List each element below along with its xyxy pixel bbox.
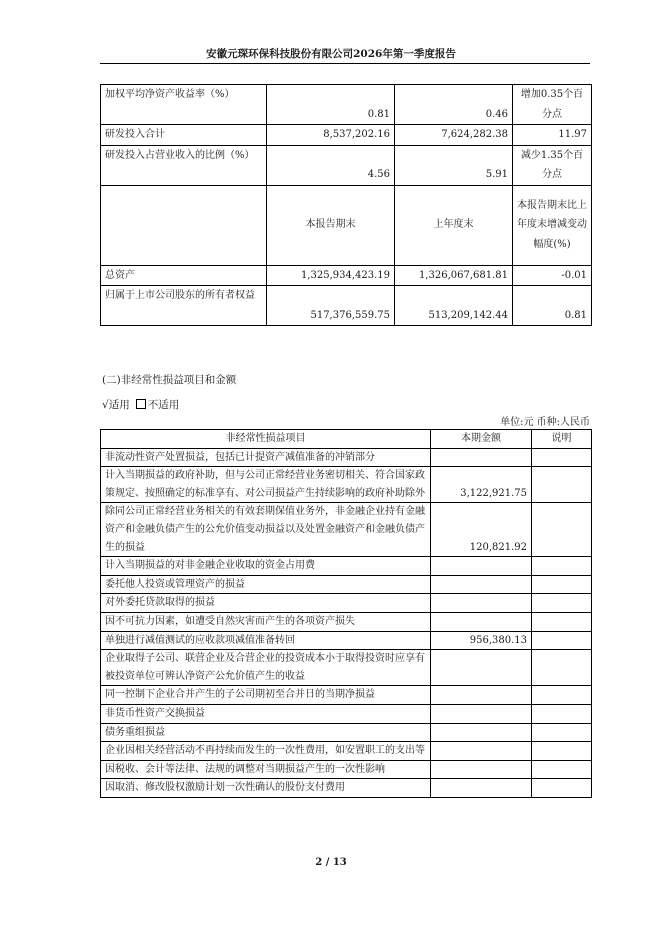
amount-value bbox=[431, 612, 532, 631]
item-label: 除同公司正常经营业务相关的有效套期保值业务外，非金融企业持有金融资产和金融负债产生的公允价值变动损益以及处置金融资产和金融负债产生的损益 bbox=[101, 503, 431, 557]
amount-value bbox=[431, 650, 532, 686]
previous-value: 1,326,067,681.81 bbox=[395, 265, 513, 286]
note-value bbox=[532, 467, 592, 503]
previous-value: 7,624,282.38 bbox=[395, 125, 513, 146]
current-value: 0.81 bbox=[267, 85, 395, 125]
previous-value: 0.46 bbox=[395, 85, 513, 125]
row-label: 总资产 bbox=[101, 265, 267, 286]
current-value: 1,325,934,423.19 bbox=[267, 265, 395, 286]
change-value: 0.81 bbox=[513, 286, 592, 326]
note-header: 说明 bbox=[532, 430, 592, 449]
current-value: 8,537,202.16 bbox=[267, 125, 395, 146]
note-value bbox=[532, 742, 592, 761]
note-value bbox=[532, 723, 592, 742]
amount-value bbox=[431, 575, 532, 594]
table-header-row bbox=[101, 430, 592, 449]
amount-header: 本期金额 bbox=[431, 430, 532, 449]
table-row bbox=[101, 704, 592, 723]
item-label: 对外委托贷款取得的损益 bbox=[101, 594, 431, 613]
previous-value: 5.91 bbox=[395, 145, 513, 185]
item-header: 非经常性损益项目 bbox=[101, 430, 431, 449]
currency-unit: 单位:元 币种:人民币 bbox=[500, 417, 590, 428]
note-value bbox=[532, 575, 592, 594]
table-row bbox=[101, 448, 592, 467]
table-row bbox=[101, 286, 592, 326]
not-applicable-option: 不适用 bbox=[147, 399, 180, 411]
item-label: 计入当期损益的对非金融企业收取的资金占用费 bbox=[101, 557, 431, 576]
item-label: 因税收、会计等法律、法规的调整对当期损益产生的一次性影响 bbox=[101, 760, 431, 779]
empty-cell bbox=[101, 185, 267, 265]
note-value bbox=[532, 631, 592, 650]
row-label: 研发投入合计 bbox=[101, 125, 267, 146]
item-label: 单独进行减值测试的应收款项减值准备转回 bbox=[101, 631, 431, 650]
table-row bbox=[101, 145, 592, 185]
amount-value bbox=[431, 723, 532, 742]
row-label: 研发投入占营业收入的比例（%） bbox=[101, 145, 267, 185]
table-row bbox=[101, 557, 592, 576]
table-subheader-row bbox=[101, 185, 592, 265]
note-value bbox=[532, 779, 592, 798]
note-value bbox=[532, 448, 592, 467]
amount-value bbox=[431, 742, 532, 761]
change-rate-header: 本报告期末比上年度末增减变动幅度(%) bbox=[513, 185, 592, 265]
current-value: 517,376,559.75 bbox=[267, 286, 395, 326]
note-value bbox=[532, 650, 592, 686]
table-row bbox=[101, 742, 592, 761]
amount-value: 956,380.13 bbox=[431, 631, 532, 650]
previous-value: 513,209,142.44 bbox=[395, 286, 513, 326]
table-row bbox=[101, 650, 592, 686]
checkbox-icon bbox=[136, 399, 146, 409]
applicability-options bbox=[102, 397, 179, 412]
item-label: 企业因相关经营活动不再持续而发生的一次性费用，如安置职工的支出等 bbox=[101, 742, 431, 761]
applicable-option: √适用 bbox=[102, 399, 130, 411]
amount-value bbox=[431, 557, 532, 576]
change-value: 减少1.35个百分点 bbox=[513, 145, 592, 185]
table-row bbox=[101, 779, 592, 798]
note-value bbox=[532, 704, 592, 723]
item-label: 企业取得子公司、联营企业及合营企业的投资成本小于取得投资时应享有被投资单位可辨认净资产公允价值产生的收益 bbox=[101, 650, 431, 686]
item-label: 非货币性资产交换损益 bbox=[101, 704, 431, 723]
table-row bbox=[101, 467, 592, 503]
item-label: 因取消、修改股权激励计划一次性确认的股份支付费用 bbox=[101, 779, 431, 798]
item-label: 同一控制下企业合并产生的子公司期初至合并日的当期净损益 bbox=[101, 686, 431, 705]
financial-indicators-table bbox=[100, 84, 592, 326]
change-value: 11.97 bbox=[513, 125, 592, 146]
amount-value bbox=[431, 448, 532, 467]
table-row bbox=[101, 760, 592, 779]
table-row bbox=[101, 594, 592, 613]
previous-year-end-header: 上年度末 bbox=[395, 185, 513, 265]
current-period-end-header: 本报告期末 bbox=[267, 185, 395, 265]
amount-value bbox=[431, 779, 532, 798]
table-row bbox=[101, 265, 592, 286]
table-row bbox=[101, 575, 592, 594]
item-label: 非流动性资产处置损益，包括已计提资产减值准备的冲销部分 bbox=[101, 448, 431, 467]
change-value: 增加0.35个百分点 bbox=[513, 85, 592, 125]
table-row bbox=[101, 686, 592, 705]
non-recurring-items-table bbox=[100, 429, 592, 798]
amount-value bbox=[431, 686, 532, 705]
note-value bbox=[532, 503, 592, 557]
item-label: 委托他人投资或管理资产的损益 bbox=[101, 575, 431, 594]
note-value bbox=[532, 557, 592, 576]
amount-value bbox=[431, 704, 532, 723]
row-label: 加权平均净资产收益率（%） bbox=[101, 85, 267, 125]
header-divider bbox=[100, 63, 590, 64]
item-label: 计入当期损益的政府补助，但与公司正常经营业务密切相关、符合国家政策规定、按照确定的标准享有、对公司损益产生持续影响的政府补助除外 bbox=[101, 467, 431, 503]
amount-value: 120,821.92 bbox=[431, 503, 532, 557]
table-row bbox=[101, 503, 592, 557]
note-value bbox=[532, 594, 592, 613]
current-value: 4.56 bbox=[267, 145, 395, 185]
table-row bbox=[101, 631, 592, 650]
row-label: 归属于上市公司股东的所有者权益 bbox=[101, 286, 267, 326]
amount-value: 3,122,921.75 bbox=[431, 467, 532, 503]
table-row bbox=[101, 125, 592, 146]
table-row bbox=[101, 723, 592, 742]
note-value bbox=[532, 686, 592, 705]
item-label: 债务重组损益 bbox=[101, 723, 431, 742]
page-header: 安徽元琛环保科技股份有限公司2026年第一季度报告 bbox=[206, 48, 456, 60]
table-row bbox=[101, 85, 592, 125]
amount-value bbox=[431, 760, 532, 779]
page-number: 2 / 13 bbox=[315, 857, 347, 868]
note-value bbox=[532, 612, 592, 631]
change-value: -0.01 bbox=[513, 265, 592, 286]
item-label: 因不可抗力因素，如遭受自然灾害而产生的各项资产损失 bbox=[101, 612, 431, 631]
note-value bbox=[532, 760, 592, 779]
amount-value bbox=[431, 594, 532, 613]
table-row bbox=[101, 612, 592, 631]
section-title: (二)非经常性损益项目和金额 bbox=[102, 374, 237, 386]
